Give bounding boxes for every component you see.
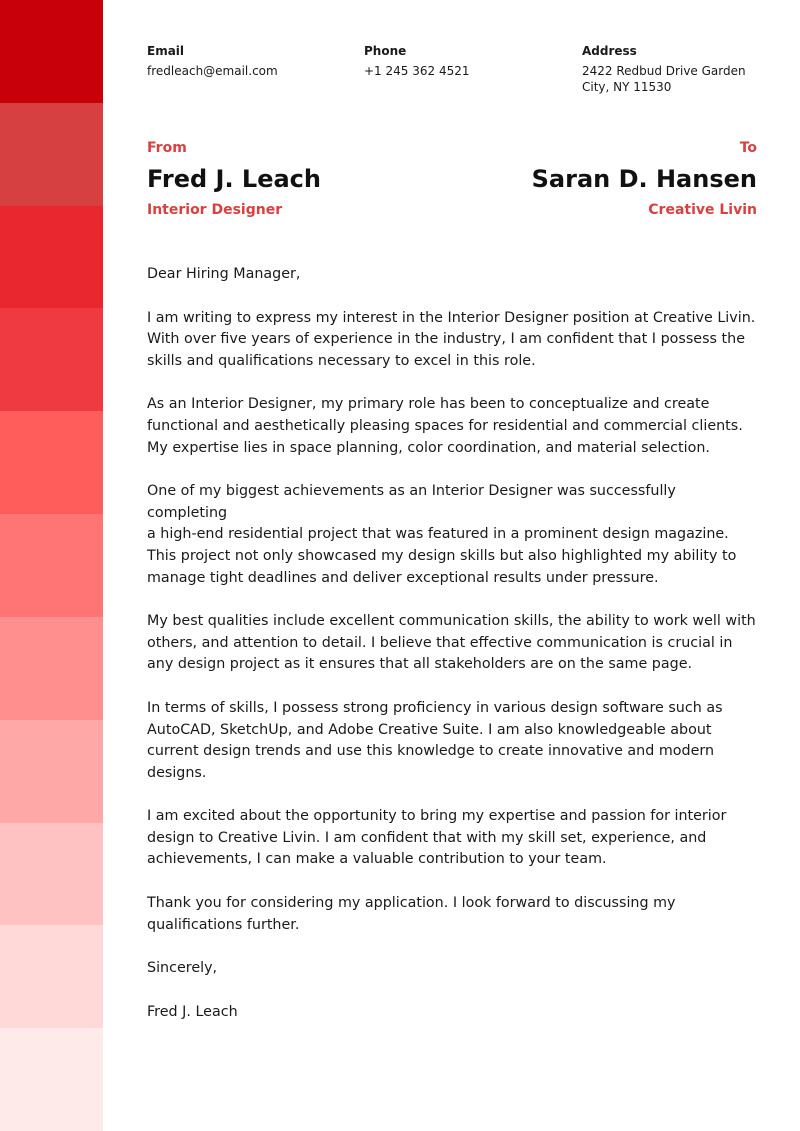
sidebar-swatch xyxy=(0,514,103,617)
salutation: Dear Hiring Manager, xyxy=(147,266,301,282)
phone-value: +1 245 362 4521 xyxy=(364,64,470,78)
sidebar-swatch xyxy=(0,720,103,823)
sidebar-swatch xyxy=(0,925,103,1028)
recipient-company: Creative Livin xyxy=(648,202,757,218)
sidebar-swatch xyxy=(0,206,103,309)
closing: Sincerely, xyxy=(147,960,218,977)
address-line-1: 2422 Redbud Drive Garden xyxy=(582,64,746,78)
sidebar-swatch xyxy=(0,617,103,720)
contact-header xyxy=(147,44,757,104)
contact-address-block xyxy=(582,44,762,95)
recipient-block xyxy=(532,140,757,218)
color-gradient-sidebar xyxy=(0,0,103,1131)
recipient-name: Saran D. Hansen xyxy=(531,165,757,193)
sidebar-swatch xyxy=(0,411,103,514)
letter-paragraph: My best qualities include excellent communication skills, the ability to work well with others, and attention to detail. I believe that effective communication is crucial in any design project as it ensures that all stakeholders are on the same page. xyxy=(147,613,756,673)
sender-block xyxy=(147,140,321,218)
email-label: Email xyxy=(147,44,185,58)
letter-body xyxy=(147,264,759,1045)
letter-paragraph: One of my biggest achievements as an Interior Designer was successfully completing a high-end residential project that was featured in a prominent design magazine. This project not only showcased my design skills but also highlighted my ability to manage tight deadlines and deliver exceptional results under pressure. xyxy=(147,483,737,586)
address-label: Address xyxy=(582,44,637,58)
letter-paragraph: I am writing to express my interest in the Interior Designer position at Creative Livin. With over five years of experience in the industry, I am confident that I possess the skills and qualifications necessary to excel in this role. xyxy=(147,309,756,369)
sidebar-swatch xyxy=(0,0,103,103)
sidebar-swatch xyxy=(0,103,103,206)
address-line-2: City, NY 11530 xyxy=(582,80,672,94)
letter-paragraph: I am excited about the opportunity to bring my expertise and passion for interior design to Creative Livin. I am confident that with my skill set, experience, and achievements, I can make a valuable contribution to your team. xyxy=(147,808,727,868)
sender-role: Interior Designer xyxy=(147,202,283,218)
sidebar-swatch xyxy=(0,308,103,411)
from-label: From xyxy=(147,140,187,156)
to-label: To xyxy=(739,140,757,156)
sidebar-swatch xyxy=(0,823,103,926)
signature: Fred J. Leach xyxy=(147,1003,238,1020)
contact-email-block xyxy=(147,44,347,79)
email-value: fredleach@email.com xyxy=(147,64,278,78)
contact-phone-block xyxy=(364,44,564,79)
letter-paragraph: Thank you for considering my application. I look forward to discussing my qualifications further. xyxy=(147,895,676,933)
phone-label: Phone xyxy=(364,44,407,58)
sender-recipient-block xyxy=(147,140,757,225)
sidebar-swatch xyxy=(0,1028,103,1131)
sender-name: Fred J. Leach xyxy=(147,165,321,193)
letter-paragraph: As an Interior Designer, my primary role has been to conceptualize and create functional and aesthetically pleasing spaces for residential and commercial clients. My expertise lies in space planning, color coordination, and material selection. xyxy=(147,396,743,456)
letter-paragraph: In terms of skills, I possess strong proficiency in various design software such as AutoCAD, SketchUp, and Adobe Creative Suite. I am also knowledgeable about current design trends and use this knowledge to create innovative and modern designs. xyxy=(147,699,723,781)
